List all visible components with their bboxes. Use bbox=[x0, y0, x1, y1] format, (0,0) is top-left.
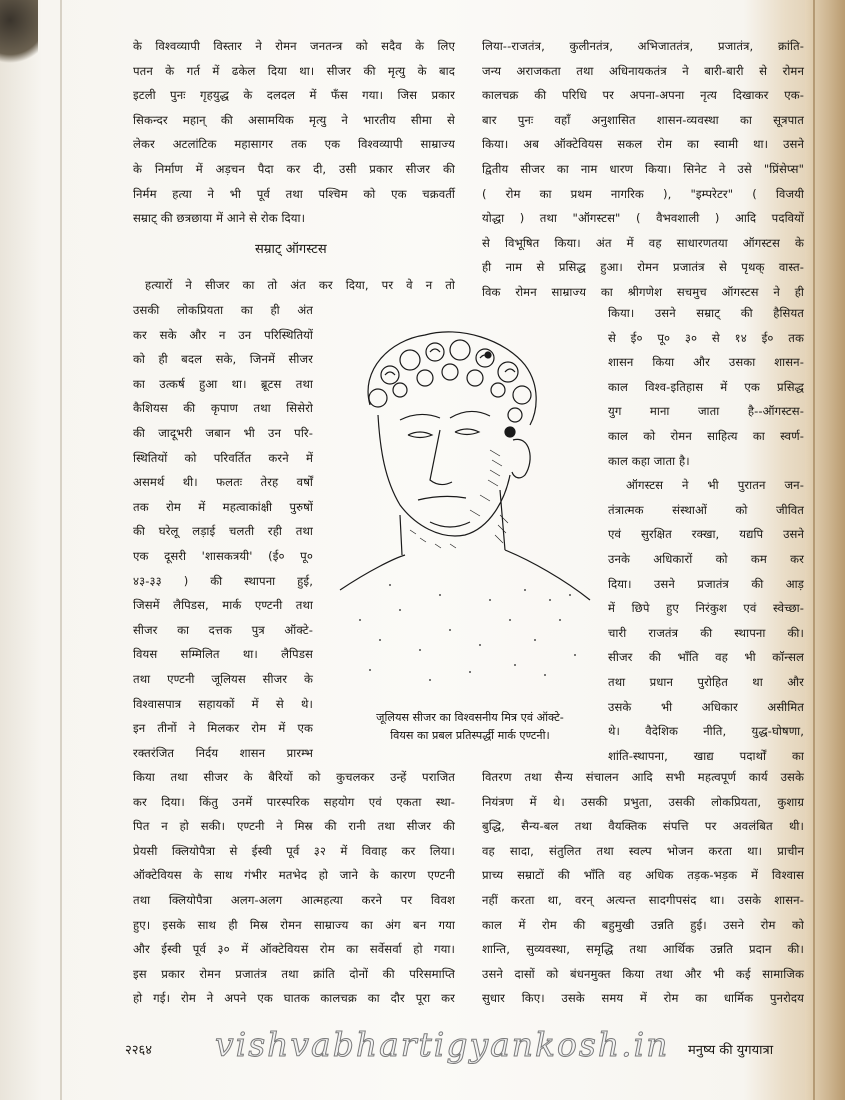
text-line: तक रोम में महत्वाकांक्षी पुरुषों bbox=[133, 499, 313, 514]
text-line: काल को रोमन साहित्य का स्वर्ण- bbox=[608, 428, 804, 443]
left-column-narrow bbox=[133, 298, 313, 765]
watermark: vishvabhartigyankosh.in bbox=[215, 1025, 670, 1064]
text-line: में छिपे हुए निरंकुश एवं स्वेच्छा- bbox=[608, 601, 804, 616]
text-line: का उत्कर्ष हुआ था। ब्रूटस तथा bbox=[133, 376, 313, 391]
text-line: योद्धा ) तथा "ऑगस्टस" ( वैभवशाली ) आदि पदवियों bbox=[482, 211, 804, 226]
text-line: कर दिया। किंतु उनमें पारस्परिक सहयोग एवं एकता स्था- bbox=[133, 794, 455, 809]
text-line: थे। वैदेशिक नीति, युद्ध-घोषणा, bbox=[608, 724, 804, 739]
text-line: पित न हो सकी। एण्टनी ने मिस्र की रानी तथा सीजर की bbox=[133, 819, 455, 834]
text-line: काल कहा जाता है। bbox=[608, 453, 690, 468]
text-line: सुधार किए। उसके समय में रोम का धार्मिक पुनरोदय bbox=[482, 991, 804, 1006]
text-line: उसके भी अधिकार असीमित bbox=[608, 699, 804, 714]
text-line: तथा एण्टनी जूलियस सीजर के bbox=[133, 671, 313, 686]
page-stack-edge bbox=[805, 0, 845, 1100]
text-line: ऑक्टेवियस के साथ गंभीर मतभेद हो जाने के कारण एण्टनी bbox=[133, 868, 455, 883]
text-line: बुद्धि, सैन्य-बल तथा वैयक्तिक संपत्ति पर अवलंबित थी। bbox=[482, 819, 804, 834]
text-line: हुए। इसके साथ ही मिस्र रोमन साम्राज्य का अंग बन गया bbox=[133, 917, 455, 932]
text-line: किया। अब ऑक्टेवियस सकल रोम का स्वामी था। उसने bbox=[482, 137, 804, 152]
text-line: इस प्रकार रोमन प्रजातंत्र तथा क्रांति दोनों की परिसमाप्ति bbox=[133, 966, 455, 981]
text-line: कर सके और न उन परिस्थितियों bbox=[133, 327, 313, 342]
text-line: ( रोम का प्रथम नागरिक ), "इम्परेटर" ( विजयी bbox=[482, 186, 804, 201]
text-line: तथा क्लियोपैत्रा अलग-अलग आत्महत्या करने पर विवश bbox=[133, 892, 455, 907]
eye-right bbox=[455, 429, 479, 435]
text-line: से विभूषित किया। अंत में वह साधारणतया ऑगस्टस के bbox=[482, 235, 804, 250]
text-line: उसकी लोकप्रियता का ही अंत bbox=[133, 303, 313, 317]
page-gutter-line bbox=[60, 0, 62, 1100]
text-line: ४३-३३ ) की स्थापना हुई, bbox=[133, 573, 313, 588]
mouth bbox=[418, 496, 466, 500]
ear bbox=[512, 439, 530, 477]
text-line: लिया--राजतंत्र, कुलीनतंत्र, अभिजाततंत्र, प्रजातंत्र, क्रांति- bbox=[482, 39, 804, 53]
text-line: और ईस्वी पूर्व ३० में ऑक्टेवियस रोम का सर्वेसर्वा हो गया। bbox=[133, 942, 455, 957]
text-line: युग माना जाता है--ऑगस्टस- bbox=[608, 404, 804, 419]
text-line: से ई० पू० ३० से १४ ई० तक bbox=[608, 330, 804, 345]
text-line: कालचक्र की परिधि पर अपना-अपना नृत्य दिखाकर एक- bbox=[482, 88, 804, 103]
brow-right bbox=[450, 411, 490, 418]
left-column-top bbox=[133, 34, 455, 231]
text-line: की जादूभरी जबान भी उन परि- bbox=[133, 425, 313, 440]
text-line: किया तथा सीजर के बैरियों को कुचलकर उन्हें पराजित bbox=[133, 770, 455, 784]
text-line: वह सादा, संतुलित तथा स्वल्प भोजन करता था। प्राचीन bbox=[482, 843, 804, 858]
left-column-bottom bbox=[133, 765, 455, 1011]
text-line: हो गई। रोम ने अपने एक घातक कालचक्र का दौर पूरा कर bbox=[133, 991, 455, 1006]
running-footer-title: मनुष्य की युगयात्रा bbox=[688, 1043, 774, 1058]
text-line: वियस सम्मिलित था। लैपिडस bbox=[133, 647, 313, 662]
text-line: इन तीनों ने मिलकर रोम में एक bbox=[133, 721, 313, 736]
text-line: कैशियस की कृपाण तथा सिसेरो bbox=[133, 401, 313, 416]
face-outline bbox=[378, 415, 510, 536]
stipple-dots bbox=[359, 584, 576, 681]
text-line: उनके अधिकारों को कम कर bbox=[608, 551, 804, 566]
text-line: शान्ति, सुव्यवस्था, समृद्धि तथा आर्थिक उन्नति प्रदान की। bbox=[482, 942, 804, 957]
text-line: सीजर का दत्तक पुत्र ऑक्टे- bbox=[133, 622, 313, 637]
text-line: की घरेलू लड़ाई चलती रही तथा bbox=[133, 524, 313, 539]
text-line: निर्मम हत्या ने भी पूर्व तथा पश्चिम को एक चक्रवर्ती bbox=[133, 186, 455, 201]
right-column-top bbox=[482, 34, 804, 305]
text-line: जन्य अराजकता तथा अधिनायकतंत्र ने बारी-बारी से रोमन bbox=[482, 63, 804, 78]
text-line: के निर्माण में अड़चन पैदा कर दी, उसी प्रकार सीजर की bbox=[133, 161, 455, 176]
section-heading: सम्राट् ऑगस्टस bbox=[255, 242, 327, 257]
text-line: दिया। उसने प्रजातंत्र की आड़ bbox=[608, 576, 804, 591]
shoulders bbox=[340, 550, 590, 600]
text-line: को ही बदल सके, जिनमें सीजर bbox=[133, 352, 313, 367]
caption-line: जूलियस सीजर का विश्वसनीय मित्र एवं ऑक्टे- bbox=[376, 711, 564, 724]
text-line: सिकन्दर महान् की असामयिक मृत्यु ने भारतीय सीमा से bbox=[133, 112, 455, 127]
text-line: एवं सुरक्षित रक्खा, यद्यपि उसने bbox=[608, 527, 804, 542]
text-line: लेकर अटलांटिक महासागर तक एक विश्वव्यापी साम्राज्य bbox=[133, 137, 455, 152]
book-binding-shadow bbox=[0, 0, 38, 70]
text-line: बार पुनः वहाँ अनुशासित शासन-व्यवस्था का सूत्रपात bbox=[482, 112, 804, 127]
text-line: विक रोमन साम्राज्य का श्रीगणेश सचमुच ऑगस्टस ने ही bbox=[482, 284, 804, 299]
hair-curls bbox=[369, 340, 531, 422]
hair-outline bbox=[368, 332, 536, 425]
text-line: प्रेयसी क्लियोपैत्रा से ईस्वी पूर्व ३२ में विवाह कर लिया। bbox=[133, 843, 455, 858]
text-line: सीजर की भाँति वह भी कॉन्सल bbox=[608, 650, 804, 665]
text-line: तथा प्रधान पुरोहित था और bbox=[608, 674, 804, 689]
page-number: २२६४ bbox=[125, 1043, 153, 1058]
figure-caption bbox=[335, 709, 605, 745]
caption-line: वियस का प्रबल प्रतिस्पर्द्धी मार्क एण्टनी। bbox=[390, 729, 550, 742]
text-line: चारी राजतंत्र की स्थापना की। bbox=[608, 625, 804, 640]
right-column-bottom bbox=[482, 765, 804, 1011]
text-line: पतन के गर्त में ढकेल दिया था। सीजर की मृत्यु के बाद bbox=[133, 63, 455, 78]
text-line: ही नाम से प्रसिद्ध हुआ। रोमन प्रजातंत्र से पृथक् वास्त- bbox=[482, 260, 804, 275]
mark-antony-portrait-illustration bbox=[330, 300, 595, 700]
eye-left bbox=[408, 432, 432, 438]
neck bbox=[400, 490, 505, 555]
text-line: ऑगस्टस ने भी पुरातन जन- bbox=[626, 478, 804, 493]
text-line: तंत्रात्मक संस्थाओं को जीवित bbox=[608, 502, 804, 517]
left-intro-line bbox=[145, 273, 455, 298]
text-line: असमर्थ थी। फलतः तेरह वर्षों bbox=[133, 475, 313, 490]
text-line: शांति-स्थापना, खाद्य पदार्थों का bbox=[608, 748, 804, 763]
text-line: किया। उसने सम्राट् की हैसियत bbox=[608, 306, 804, 320]
text-line: द्वितीय सीजर का नाम धारण किया। सिनेट ने उसे "प्रिंसेप्स" bbox=[482, 161, 804, 176]
text-line: नहीं करता था, वरन् अत्यन्त सादगीपसंद था। उसके शासन- bbox=[482, 892, 804, 907]
brow-left bbox=[400, 414, 440, 420]
text-line: काल में रोम की बहुमुखी उन्नति हुई। उसने रोम को bbox=[482, 917, 804, 932]
right-column-narrow bbox=[608, 301, 804, 768]
text-line: के विश्वव्यापी विस्तार ने रोमन जनतन्त्र को सदैव के लिए bbox=[133, 39, 455, 53]
text-line: स्थितियों को परिवर्तित करने में bbox=[133, 450, 313, 465]
chin bbox=[430, 522, 470, 527]
page-edge-line bbox=[813, 0, 815, 1100]
text-line: नियंत्रण में थे। उसकी प्रभुता, उसकी लोकप्रियता, कुशाग्र bbox=[482, 794, 804, 809]
text-line: विश्वासपात्र सहायकों में से थे। bbox=[133, 696, 313, 711]
nose bbox=[430, 430, 452, 485]
text-line: जिसमें लैपिडस, मार्क एण्टनी तथा bbox=[133, 598, 313, 613]
text-line: इटली पुनः गृहयुद्ध के दलदल में फँस गया। जिस प्रकार bbox=[133, 88, 455, 103]
text-line: काल विश्व-इतिहास में एक प्रसिद्ध bbox=[608, 379, 804, 394]
text-line: वितरण तथा सैन्य संचालन आदि सभी महत्वपूर्ण कार्य उसके bbox=[482, 770, 804, 784]
text-line: हत्यारों ने सीजर का तो अंत कर दिया, पर वे न तो bbox=[145, 278, 455, 292]
text-line: शासन किया और उसका शासन- bbox=[608, 355, 804, 370]
text-line: सम्राट् की छत्रछाया में आने से रोक दिया। bbox=[133, 211, 306, 226]
text-line: एक दूसरी 'शासकत्रयी' (ई० पू० bbox=[133, 548, 313, 563]
text-line: रक्तरंजित निर्दय शासन प्रारम्भ bbox=[133, 745, 313, 760]
text-line: प्राच्य सम्राटों की भाँति वह अधिक तड़क-भड़क में विश्वास bbox=[482, 868, 804, 883]
text-line: उसने दासों को बंधनमुक्त किया तथा और भी कई सामाजिक bbox=[482, 966, 804, 981]
